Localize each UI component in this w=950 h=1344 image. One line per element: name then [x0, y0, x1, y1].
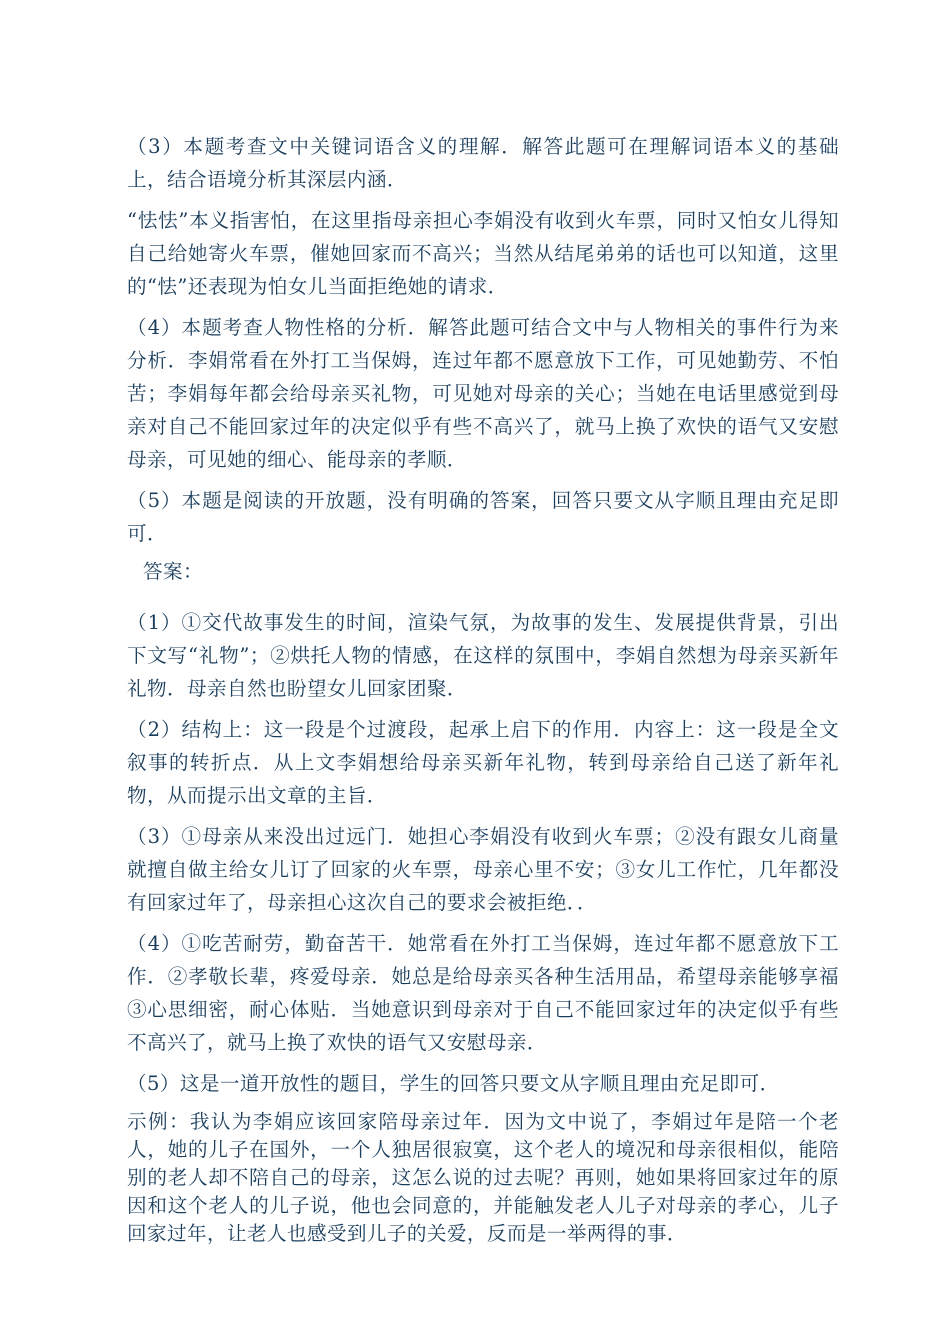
analysis-q4: （4）本题考查人物性格的分析．解答此题可结合文中与人物相关的事件行为来分析．李娟常看在外打工当保姆，连过年都不愿意放下工作，可见她勤劳、不怕苦；李娟每年都会给母亲买礼物，可见她对母亲的关心；当她在电话里感觉到母亲对自己不能回家过年的决定似乎有些不高兴了，就马上换了欢快的语气又安慰母亲，可见她的细心、能母亲的孝顺．: [127, 316, 839, 471]
analysis-q3-body: “怯怯”本义指害怕，在这里指母亲担心李娟没有收到火车票，同时又怕女儿得知自己给她寄火车票，催她回家而不高兴；当然从结尾弟弟的话也可以知道，这里的“怯”还表现为怕女儿当面拒绝她的请求．: [127, 209, 839, 298]
answer-q5: （5）这是一道开放性的题目，学生的回答只要文从字顺且理由充足即可．: [127, 1072, 780, 1095]
answer-q3: （3）①母亲从来没出过远门．她担心李娟没有收到火车票；②没有跟女儿商量就擅自做主给女儿订了回家的火车票，母亲心里不安；③女儿工作忙，几年都没有回家过年了，母亲担心这次自己的要求会被拒绝．．: [127, 825, 839, 914]
analysis-q3-intro: （3）本题考查文中关键词语含义的理解．解答此题可在理解词语本义的基础上，结合语境分析其深层内涵．: [127, 135, 839, 191]
analysis-q5: （5）本题是阅读的开放题，没有明确的答案，回答只要文从字顺且理由充足即可．: [127, 489, 839, 545]
answer-q2: （2）结构上：这一段是个过渡段，起承上启下的作用．内容上：这一段是全文叙事的转折点．从上文李娟想给母亲买新年礼物，转到母亲给自己送了新年礼物，从而提示出文章的主旨．: [127, 718, 839, 807]
answer-q5-example: 示例：我认为李娟应该回家陪母亲过年．因为文中说了，李娟过年是陪一个老人，她的儿子在国外，一个人独居很寂寞，这个老人的境况和母亲很相似，能陪别的老人却不陪自己的母亲，这怎么说的过去呢？再则，她如果将回家过年的原因和这个老人的儿子说，他也会同意的，并能触发老人儿子对母亲的孝心，儿子回家过年，让老人也感受到儿子的关爱，反而是一举两得的事．: [127, 1110, 839, 1245]
answer-q1: （1）①交代故事发生的时间，渲染气氛，为故事的发生、发展提供背景，引出下文写“礼物”；②烘托人物的情感，在这样的氛围中，李娟自然想为母亲买新年礼物．母亲自然也盼望女儿回家团聚．: [127, 611, 839, 700]
answer-q4: （4）①吃苦耐劳，勤奋苦干．她常看在外打工当保姆，连过年都不愿意放下工作．②孝敬长辈，疼爱母亲．她总是给母亲买各种生活用品，希望母亲能够享福③心思细密，耐心体贴．当她意识到母亲对于自己不能回家过年的决定似乎有些不高兴了，就马上换了欢快的语气又安慰母亲．: [127, 932, 839, 1054]
answer-heading: 答案：: [143, 560, 203, 583]
document-page: [127, 130, 839, 1248]
